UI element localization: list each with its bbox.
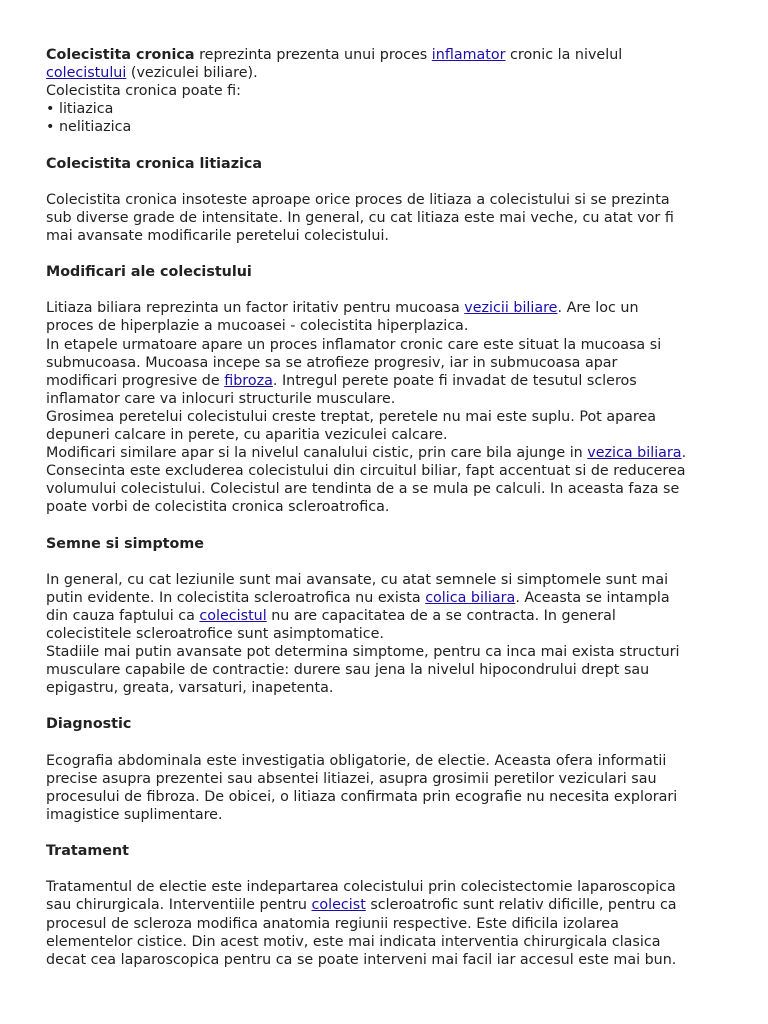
paragraph-spacer <box>46 516 736 534</box>
text-run: putin evidente. In colecistita scleroatrofica nu exista <box>46 589 426 606</box>
text-run: inflamator care va inlocuri structurile musculare. <box>46 390 396 407</box>
text-line <box>46 951 736 969</box>
paragraph-spacer <box>46 824 736 842</box>
text-line <box>46 444 736 462</box>
text-run: Colecistita cronica insoteste aproape orice proces de litiaza a colecistului si se prezinta <box>46 191 670 208</box>
text-line <box>46 354 736 372</box>
section-heading <box>46 263 736 281</box>
text-run: modificari progresive de <box>46 372 225 389</box>
section-heading <box>46 535 736 553</box>
section-heading <box>46 715 736 733</box>
text-line <box>46 788 736 806</box>
text-run: reprezinta prezenta unui proces <box>194 47 432 63</box>
text-run: Consecinta este excluderea colecistului din circuitul biliar, fapt accentuat si de reducerea <box>46 463 686 480</box>
text-line <box>46 390 736 408</box>
paragraph-spacer <box>46 136 736 154</box>
inline-link[interactable]: colecistul <box>199 607 267 624</box>
text-run: (veziculei biliare). <box>126 65 258 82</box>
text-line <box>46 82 736 100</box>
text-run: procesului de fibroza. De obicei, o litiaza confirmata prin ecografie nu necesita explorari <box>46 788 678 805</box>
text-run: imagistice suplimentare. <box>46 806 223 823</box>
text-run: cronic la nivelul <box>505 47 623 63</box>
text-run: Grosimea peretelui colecistului creste treptat, peretele nu mai este suplu. Pot aparea <box>46 408 657 425</box>
text-run: . Aceasta se intampla <box>515 589 670 606</box>
text-run: procesul de scleroza modifica anatomia regiunii respective. Este dificila izolarea <box>46 915 619 932</box>
text-run: din cauza faptului ca <box>46 607 200 624</box>
text-run: scleroatrofic sunt relativ dificille, pentru ca <box>365 897 677 914</box>
inline-link[interactable]: colecistului <box>46 65 127 82</box>
text-line <box>46 607 736 625</box>
text-run: • litiazica <box>46 101 114 118</box>
text-line <box>46 372 736 390</box>
text-line <box>46 191 736 209</box>
text-run: In general, cu cat leziunile sunt mai avansate, cu atat semnele si simptomele sunt mai <box>46 571 669 588</box>
text-run: depuneri calcare in perete, cu aparitia veziculei calcare. <box>46 426 448 443</box>
text-run: Colecistita cronica poate fi: <box>46 83 241 100</box>
text-run: mai avansate modificarile peretelui colecistului. <box>46 227 389 244</box>
inline-link[interactable]: vezica biliara <box>587 445 682 462</box>
section-heading <box>46 842 736 860</box>
text-line <box>46 625 736 643</box>
text-run: . <box>681 445 687 462</box>
paragraph-spacer <box>46 734 736 752</box>
paragraph-spacer <box>46 553 736 571</box>
text-run: colecistitele scleroatrofice sunt asimptomatice. <box>46 626 384 642</box>
text-run: Semne si simptome <box>46 535 204 552</box>
text-line <box>46 64 736 82</box>
inline-link[interactable]: inflamator <box>431 47 506 63</box>
text-line <box>46 896 736 914</box>
text-line <box>46 299 736 317</box>
text-run: proces de hiperplazie a mucoasei - colecistita hiperplazica. <box>46 318 469 335</box>
text-run: Colecistita cronica litiazica <box>46 155 263 172</box>
document-body <box>46 46 736 969</box>
text-run: Stadiile mai putin avansate pot determina simptome, pentru ca inca mai exista structuri <box>46 644 680 661</box>
text-line <box>46 408 736 426</box>
text-run: epigastru, greata, varsaturi, inapetenta. <box>46 680 334 697</box>
text-run: Tratament <box>46 843 129 860</box>
text-run: • nelitiazica <box>46 119 132 136</box>
text-line <box>46 227 736 245</box>
text-run: . Are loc un <box>557 300 639 317</box>
inline-link[interactable]: vezicii biliare <box>464 300 558 317</box>
text-line <box>46 317 736 335</box>
text-line <box>46 933 736 951</box>
paragraph-spacer <box>46 245 736 263</box>
text-run: . Intregul perete poate fi invadat de tesutul scleros <box>272 372 637 389</box>
text-line <box>46 100 736 118</box>
text-line <box>46 878 736 896</box>
text-run: Ecografia abdominala este investigatia obligatorie, de electie. Aceasta ofera informatii <box>46 752 667 769</box>
text-line <box>46 915 736 933</box>
paragraph-spacer <box>46 281 736 299</box>
bold-term: Colecistita cronica <box>46 47 195 63</box>
text-line <box>46 336 736 354</box>
inline-link[interactable]: colecist <box>311 897 366 914</box>
text-line <box>46 661 736 679</box>
paragraph-spacer <box>46 697 736 715</box>
text-line <box>46 426 736 444</box>
text-run: Litiaza biliara reprezinta un factor iritativ pentru mucoasa <box>46 300 465 317</box>
text-line <box>46 806 736 824</box>
text-line <box>46 462 736 480</box>
text-run: Modificari similare apar si la nivelul canalului cistic, prin care bila ajunge in <box>46 445 588 462</box>
inline-link[interactable]: fibroza <box>224 372 273 389</box>
text-line <box>46 770 736 788</box>
paragraph-spacer <box>46 860 736 878</box>
text-line <box>46 498 736 516</box>
text-line <box>46 679 736 697</box>
text-run: volumului colecistului. Colecistul are tendinta de a se mula pe calculi. In aceasta faza se <box>46 481 680 498</box>
text-line <box>46 118 736 136</box>
text-line <box>46 589 736 607</box>
paragraph-spacer <box>46 173 736 191</box>
text-line <box>46 643 736 661</box>
text-run: decat cea laparoscopica pentru ca se poate interveni mai facil iar accesul este mai bun. <box>46 951 677 968</box>
text-line <box>46 46 736 64</box>
text-run: musculare capabile de contractie: durere sau jena la nivelul hipocondrului drept sau <box>46 662 650 679</box>
text-run: In etapele urmatoare apare un proces inflamator cronic care este situat la mucoasa si <box>46 336 662 353</box>
inline-link[interactable]: colica biliara <box>425 589 516 606</box>
text-line <box>46 480 736 498</box>
text-run: submucoasa. Mucoasa incepe sa se atrofieze progresiv, iar in submucoasa apar <box>46 354 618 371</box>
text-line <box>46 752 736 770</box>
text-run: Diagnostic <box>46 716 132 733</box>
text-line <box>46 571 736 589</box>
text-run: precise asupra prezentei sau absentei litiazei, asupra grosimii peretilor veziculari sau <box>46 770 657 787</box>
text-run: Tratamentul de electie este indepartarea colecistului prin colecistectomie laparoscopica <box>46 879 676 896</box>
text-run: poate vorbi de colecistita cronica scleroatrofica. <box>46 499 390 516</box>
text-run: nu are capacitatea de a se contracta. In general <box>266 607 616 624</box>
text-run: Modificari ale colecistului <box>46 264 252 281</box>
text-run: elementelor cistice. Din acest motiv, este mai indicata interventia chirurgicala clasica <box>46 933 661 950</box>
section-heading <box>46 155 736 173</box>
text-run: sub diverse grade de intensitate. In general, cu cat litiaza este mai veche, cu atat vor fi <box>46 209 674 226</box>
text-line <box>46 209 736 227</box>
text-run: sau chirurgicala. Interventiile pentru <box>46 897 312 914</box>
